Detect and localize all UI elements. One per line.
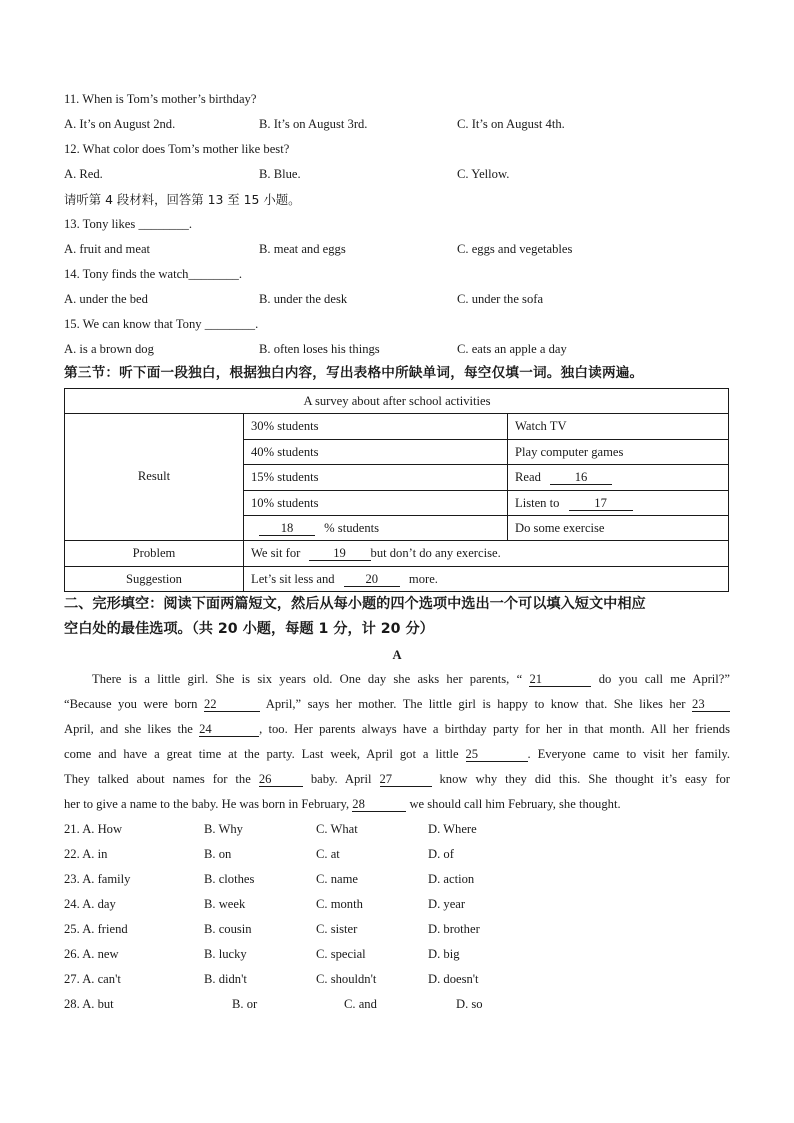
row-1-right: Watch TV <box>515 419 567 433</box>
choice-27-a[interactable]: 27. A. can't <box>64 972 121 986</box>
question-14-option-a[interactable]: A. under the bed <box>64 292 148 306</box>
passage-text: her to give a name to the baby. He was born in February, <box>64 797 350 811</box>
row-5-right: Do some exercise <box>515 521 605 535</box>
row-5-left <box>259 520 379 537</box>
problem-prefix: We sit for <box>251 546 301 560</box>
choice-25-d[interactable]: D. brother <box>428 922 480 936</box>
question-13-stem: 13. Tony likes ________. <box>64 217 192 231</box>
part-2-heading-line-1: 二、完形填空：阅读下面两篇短文，然后从每小题的四个选项中选出一个可以填入短文中相应 <box>64 596 646 612</box>
choice-24-c[interactable]: C. month <box>316 897 363 911</box>
passage-text: April,” says her mother. The little girl is happy to know that. She likes her <box>265 697 686 711</box>
suggestion-label: Suggestion <box>126 572 182 586</box>
choice-27-d[interactable]: D. doesn't <box>428 972 479 986</box>
blank-16[interactable]: 16 <box>550 470 612 485</box>
choice-23-a[interactable]: 23. A. family <box>64 872 131 886</box>
suggestion-prefix: Let’s sit less and <box>251 572 335 586</box>
blank-19[interactable]: 19 <box>309 546 371 561</box>
passage-text: come and have a great time at the party. Last week, April got a little <box>64 747 459 761</box>
problem-suffix: but don’t do any exercise. <box>370 546 501 560</box>
passage-a <box>64 667 730 817</box>
question-11-option-c[interactable]: C. It’s on August 4th. <box>457 117 565 131</box>
row-1-left: 30% students <box>251 419 319 433</box>
passage-text: do you call me April?” <box>598 672 730 686</box>
choice-21-a[interactable]: 21. A. How <box>64 822 123 836</box>
blank-26[interactable]: 26 <box>259 772 303 787</box>
choice-26-c[interactable]: C. special <box>316 947 366 961</box>
blank-22[interactable]: 22 <box>204 697 260 712</box>
passage-text: April, and she likes the <box>64 722 193 736</box>
choice-28-b[interactable]: B. or <box>232 997 258 1011</box>
row-4-left: 10% students <box>251 496 319 510</box>
passage-line-6 <box>64 792 730 817</box>
part-2-heading-line-2: 空白处的最佳选项。（共 20 小题，每题 1 分，计 20 分） <box>64 621 434 637</box>
choice-26-b[interactable]: B. lucky <box>204 947 247 961</box>
survey-table <box>64 388 729 592</box>
choice-21-c[interactable]: C. What <box>316 822 358 836</box>
blank-17[interactable]: 17 <box>569 496 633 511</box>
question-11-option-b[interactable]: B. It’s on August 3rd. <box>259 117 368 131</box>
passage-text: “Because you were born <box>64 697 198 711</box>
row-3-right <box>515 469 612 486</box>
suggestion-suffix: more. <box>408 572 438 586</box>
choice-23-c[interactable]: C. name <box>316 872 358 886</box>
blank-18[interactable]: 18 <box>259 521 315 536</box>
question-14-option-c[interactable]: C. under the sofa <box>457 292 544 306</box>
choice-25-a[interactable]: 25. A. friend <box>64 922 128 936</box>
question-11-option-a[interactable]: A. It’s on August 2nd. <box>64 117 176 131</box>
passage-label: A <box>392 648 402 662</box>
passage-line-2 <box>64 692 730 717</box>
result-label: Result <box>137 469 171 483</box>
suggestion-text <box>251 571 438 588</box>
passage-text: , too. Her parents always have a birthday party for her in that month. All her friends <box>259 722 730 736</box>
question-12-stem: 12. What color does Tom’s mother like best? <box>64 142 290 156</box>
table-title: A survey about after school activities <box>303 394 491 408</box>
row-4-right-prefix: Listen to <box>515 496 560 510</box>
choice-22-b[interactable]: B. on <box>204 847 232 861</box>
passage-text: . Everyone came to visit her family. <box>527 747 730 761</box>
row-5-left-suffix: % students <box>324 521 380 535</box>
choice-23-b[interactable]: B. clothes <box>204 872 255 886</box>
section-4-intro: 请听第 4 段材料，回答第 13 至 15 小题。 <box>64 192 301 207</box>
blank-20[interactable]: 20 <box>344 572 400 587</box>
choice-24-d[interactable]: D. year <box>428 897 466 911</box>
question-12-option-c[interactable]: C. Yellow. <box>457 167 510 181</box>
passage-text: know why they did this. She thought it’s easy for <box>439 772 731 786</box>
choice-21-b[interactable]: B. Why <box>204 822 243 836</box>
choice-26-a[interactable]: 26. A. new <box>64 947 119 961</box>
problem-text <box>251 545 501 562</box>
choice-22-c[interactable]: C. at <box>316 847 340 861</box>
choice-28-c[interactable]: C. and <box>344 997 377 1011</box>
question-15-stem: 15. We can know that Tony ________. <box>64 317 259 331</box>
blank-28[interactable]: 28 <box>352 797 406 812</box>
blank-25[interactable]: 25 <box>466 747 528 762</box>
choice-22-d[interactable]: D. of <box>428 847 454 861</box>
question-15-option-c[interactable]: C. eats an apple a day <box>457 342 567 356</box>
question-15-option-a[interactable]: A. is a brown dog <box>64 342 154 356</box>
choice-21-d[interactable]: D. Where <box>428 822 477 836</box>
row-2-left: 40% students <box>251 445 319 459</box>
passage-line-4 <box>64 742 730 767</box>
passage-text: There is a little girl. She is six years old. One day she asks her parents, “ <box>92 672 523 686</box>
choice-25-c[interactable]: C. sister <box>316 922 358 936</box>
section-3-heading: 第三节：听下面一段独白，根据独白内容，写出表格中所缺单词，每空仅填一词。独白读两遍。 <box>64 365 644 381</box>
question-11-stem: 11. When is Tom’s mother’s birthday? <box>64 92 257 106</box>
passage-line-5 <box>64 767 730 792</box>
choice-28-a[interactable]: 28. A. but <box>64 997 114 1011</box>
blank-24[interactable]: 24 <box>199 722 259 737</box>
choice-24-a[interactable]: 24. A. day <box>64 897 116 911</box>
choice-27-b[interactable]: B. didn't <box>204 972 247 986</box>
question-13-option-c[interactable]: C. eggs and vegetables <box>457 242 573 256</box>
passage-text: we should call him February, she thought. <box>409 797 621 811</box>
question-15-option-b[interactable]: B. often loses his things <box>259 342 380 356</box>
choice-22-a[interactable]: 22. A. in <box>64 847 108 861</box>
blank-21[interactable]: 21 <box>529 672 591 687</box>
problem-label: Problem <box>132 546 176 560</box>
choice-24-b[interactable]: B. week <box>204 897 246 911</box>
blank-27[interactable]: 27 <box>380 772 432 787</box>
question-13-option-a[interactable]: A. fruit and meat <box>64 242 151 256</box>
row-2-right: Play computer games <box>515 445 624 459</box>
question-13-option-b[interactable]: B. meat and eggs <box>259 242 346 256</box>
passage-text: baby. April <box>310 772 372 786</box>
question-12-option-a[interactable]: A. Red. <box>64 167 103 181</box>
question-14-stem: 14. Tony finds the watch________. <box>64 267 242 281</box>
row-3-right-prefix: Read <box>515 470 541 484</box>
row-3-left: 15% students <box>251 470 319 484</box>
choice-27-c[interactable]: C. shouldn't <box>316 972 377 986</box>
passage-line-1 <box>64 667 730 692</box>
choice-23-d[interactable]: D. action <box>428 872 475 886</box>
question-12-option-b[interactable]: B. Blue. <box>259 167 301 181</box>
choice-26-d[interactable]: D. big <box>428 947 460 961</box>
passage-text: They talked about names for the <box>64 772 251 786</box>
choice-25-b[interactable]: B. cousin <box>204 922 252 936</box>
row-4-right <box>515 495 633 512</box>
choice-28-d[interactable]: D. so <box>456 997 483 1011</box>
question-14-option-b[interactable]: B. under the desk <box>259 292 348 306</box>
passage-line-3 <box>64 717 730 742</box>
blank-23[interactable]: 23 <box>692 697 730 712</box>
